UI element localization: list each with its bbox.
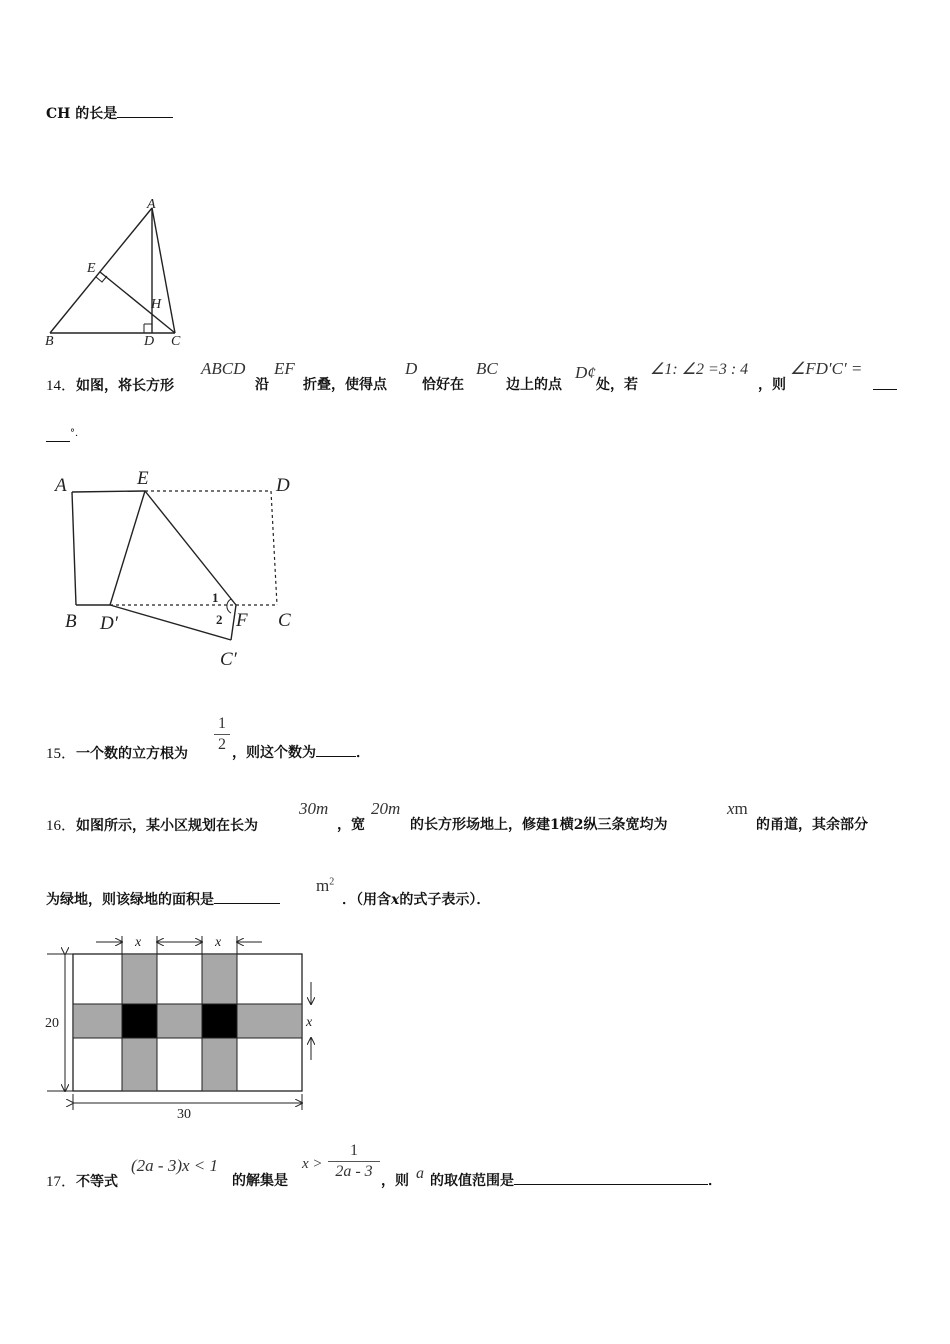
label-c: C [278,610,291,631]
q16-text-2: ，宽 [337,817,365,833]
q14-end: °． [70,428,85,439]
label-d: D [144,334,155,349]
label-e: E [137,468,149,489]
crossing-1 [122,1004,157,1038]
q15-text-2: ，则这个数为 [232,745,316,761]
rectangle-fold-figure [50,465,310,675]
label-x-top-2: x [215,935,222,950]
label-x-right: x [306,1015,313,1030]
q17-math-inequality: (2a - 3)x < 1 [131,1156,219,1175]
label-angle-1: 1 [212,590,219,605]
answer-blank[interactable] [316,742,356,757]
q14-math-d: D [405,359,418,378]
side-ac [152,208,175,333]
q16-var-x: x [391,892,400,908]
q17-text-1: 不等式 [76,1174,119,1190]
q13-text: CH 的长是 [46,106,118,122]
q14-text-1: 如图，将长方形 [76,378,175,394]
q16-text-6: 的甬道，其余部分 [756,817,868,833]
label-dprime: D′ [100,613,118,634]
q14-line2 [46,424,85,446]
q16-text-3: 的长方形场地上，修建 [410,817,550,833]
q14-math-abcd: ABCD [201,359,246,378]
q16-text-5: 纵三条宽均为 [583,817,668,833]
q15-text-1: 一个数的立方根为 [76,746,189,762]
label-b: B [65,611,77,632]
q16-num-2: 2 [573,817,584,833]
altitude-ce [100,272,175,333]
segment-dprime-cprime [110,605,231,640]
label-a: A [147,197,156,212]
crossing-2 [202,1004,237,1038]
answer-blank-cont[interactable] [46,427,70,442]
q14-text-4: 恰好在 [422,377,464,393]
horizontal-path [73,1004,302,1038]
fold-edprime [110,491,145,605]
fraction-denominator: 2a - 3 [335,1163,373,1180]
q14-math-bc: BC [476,359,498,378]
angle-arc [227,599,231,613]
q16-text-4: 横 [559,817,574,833]
q14-text-2: 沿 [255,377,269,393]
q14-text-6: 处，若 [596,377,638,393]
label-x-top-1: x [135,935,142,950]
label-height: 20 [45,1016,59,1031]
q17-text-2: 的解集是 [232,1173,288,1189]
q14-number: 14． [46,378,77,394]
q16-math-30m: 30m [299,799,329,818]
q14-line1 [46,374,174,395]
q17-text-3: ，则 [381,1173,409,1189]
q16-math-20m: 20m [371,799,401,818]
q15-end: ． [356,745,370,761]
fraction-denominator: 2 [218,736,226,753]
q13-text-row [46,103,173,123]
label-cprime: C′ [220,649,237,670]
label-a: A [55,475,67,496]
q15-line-b [232,742,370,762]
q15-number: 15． [46,746,77,762]
q17-line [46,1170,118,1191]
fold-ef [145,491,236,605]
q15-line [46,742,188,763]
q16-line2-b [342,889,490,909]
q16-math-xm: xm [727,799,748,818]
label-width: 30 [177,1107,191,1122]
label-h: H [151,297,162,312]
q17-end: ． [708,1173,722,1189]
answer-blank[interactable] [117,103,173,118]
label-c: C [171,334,181,349]
q17-line-b [430,1170,722,1190]
q17-number: 17． [46,1174,77,1190]
triangle-figure [40,195,200,350]
q16-text-3-row [410,814,668,834]
dashed-dc [271,491,277,605]
label-e: E [87,261,96,276]
segment-ab [72,492,76,605]
answer-blank[interactable] [214,889,280,904]
q16-number: 16． [46,818,77,834]
q14-math-angle: ∠FD′C′ = [790,359,863,378]
q14-math-ratio: ∠1: ∠2 =3 : 4 [650,361,749,378]
label-angle-2: 2 [216,612,223,627]
q16-line2 [46,889,280,909]
q16-text-1: 如图所示，某小区规划在长为 [76,818,259,834]
q14-text-5: 边上的点 [506,377,562,393]
label-f: F [236,610,248,631]
q14-text-7: ，则 [758,377,786,393]
q17-fraction [328,1142,380,1181]
q16-text-7: 为绿地，则该绿地的面积是 [46,892,214,908]
answer-blank[interactable] [873,375,897,394]
q16-unit: $m^2$ [316,876,335,895]
q16-num-1: 1 [550,817,560,833]
fraction-numerator: 1 [218,715,226,732]
q16-line1 [46,814,258,835]
q15-fraction [214,715,230,754]
q14-text-3: 折叠，使得点 [303,377,387,393]
segment-ae [72,491,145,492]
fraction-numerator: 1 [350,1142,358,1159]
side-ab [50,208,152,333]
answer-blank[interactable] [514,1170,708,1185]
q14-math-ef: EF [274,359,295,378]
q17-text-4: 的取值范围是 [430,1173,514,1189]
q16-text-8: ．（用含 [342,892,391,908]
q16-text-9: 的式子表示）． [399,892,491,908]
field-path-figure [40,928,340,1123]
label-d: D [276,475,290,496]
q17-math-a: a [416,1165,424,1182]
q17-math-x: x > [302,1156,323,1172]
label-b: B [45,334,54,349]
q14-math-dprime: D¢ [575,363,596,382]
